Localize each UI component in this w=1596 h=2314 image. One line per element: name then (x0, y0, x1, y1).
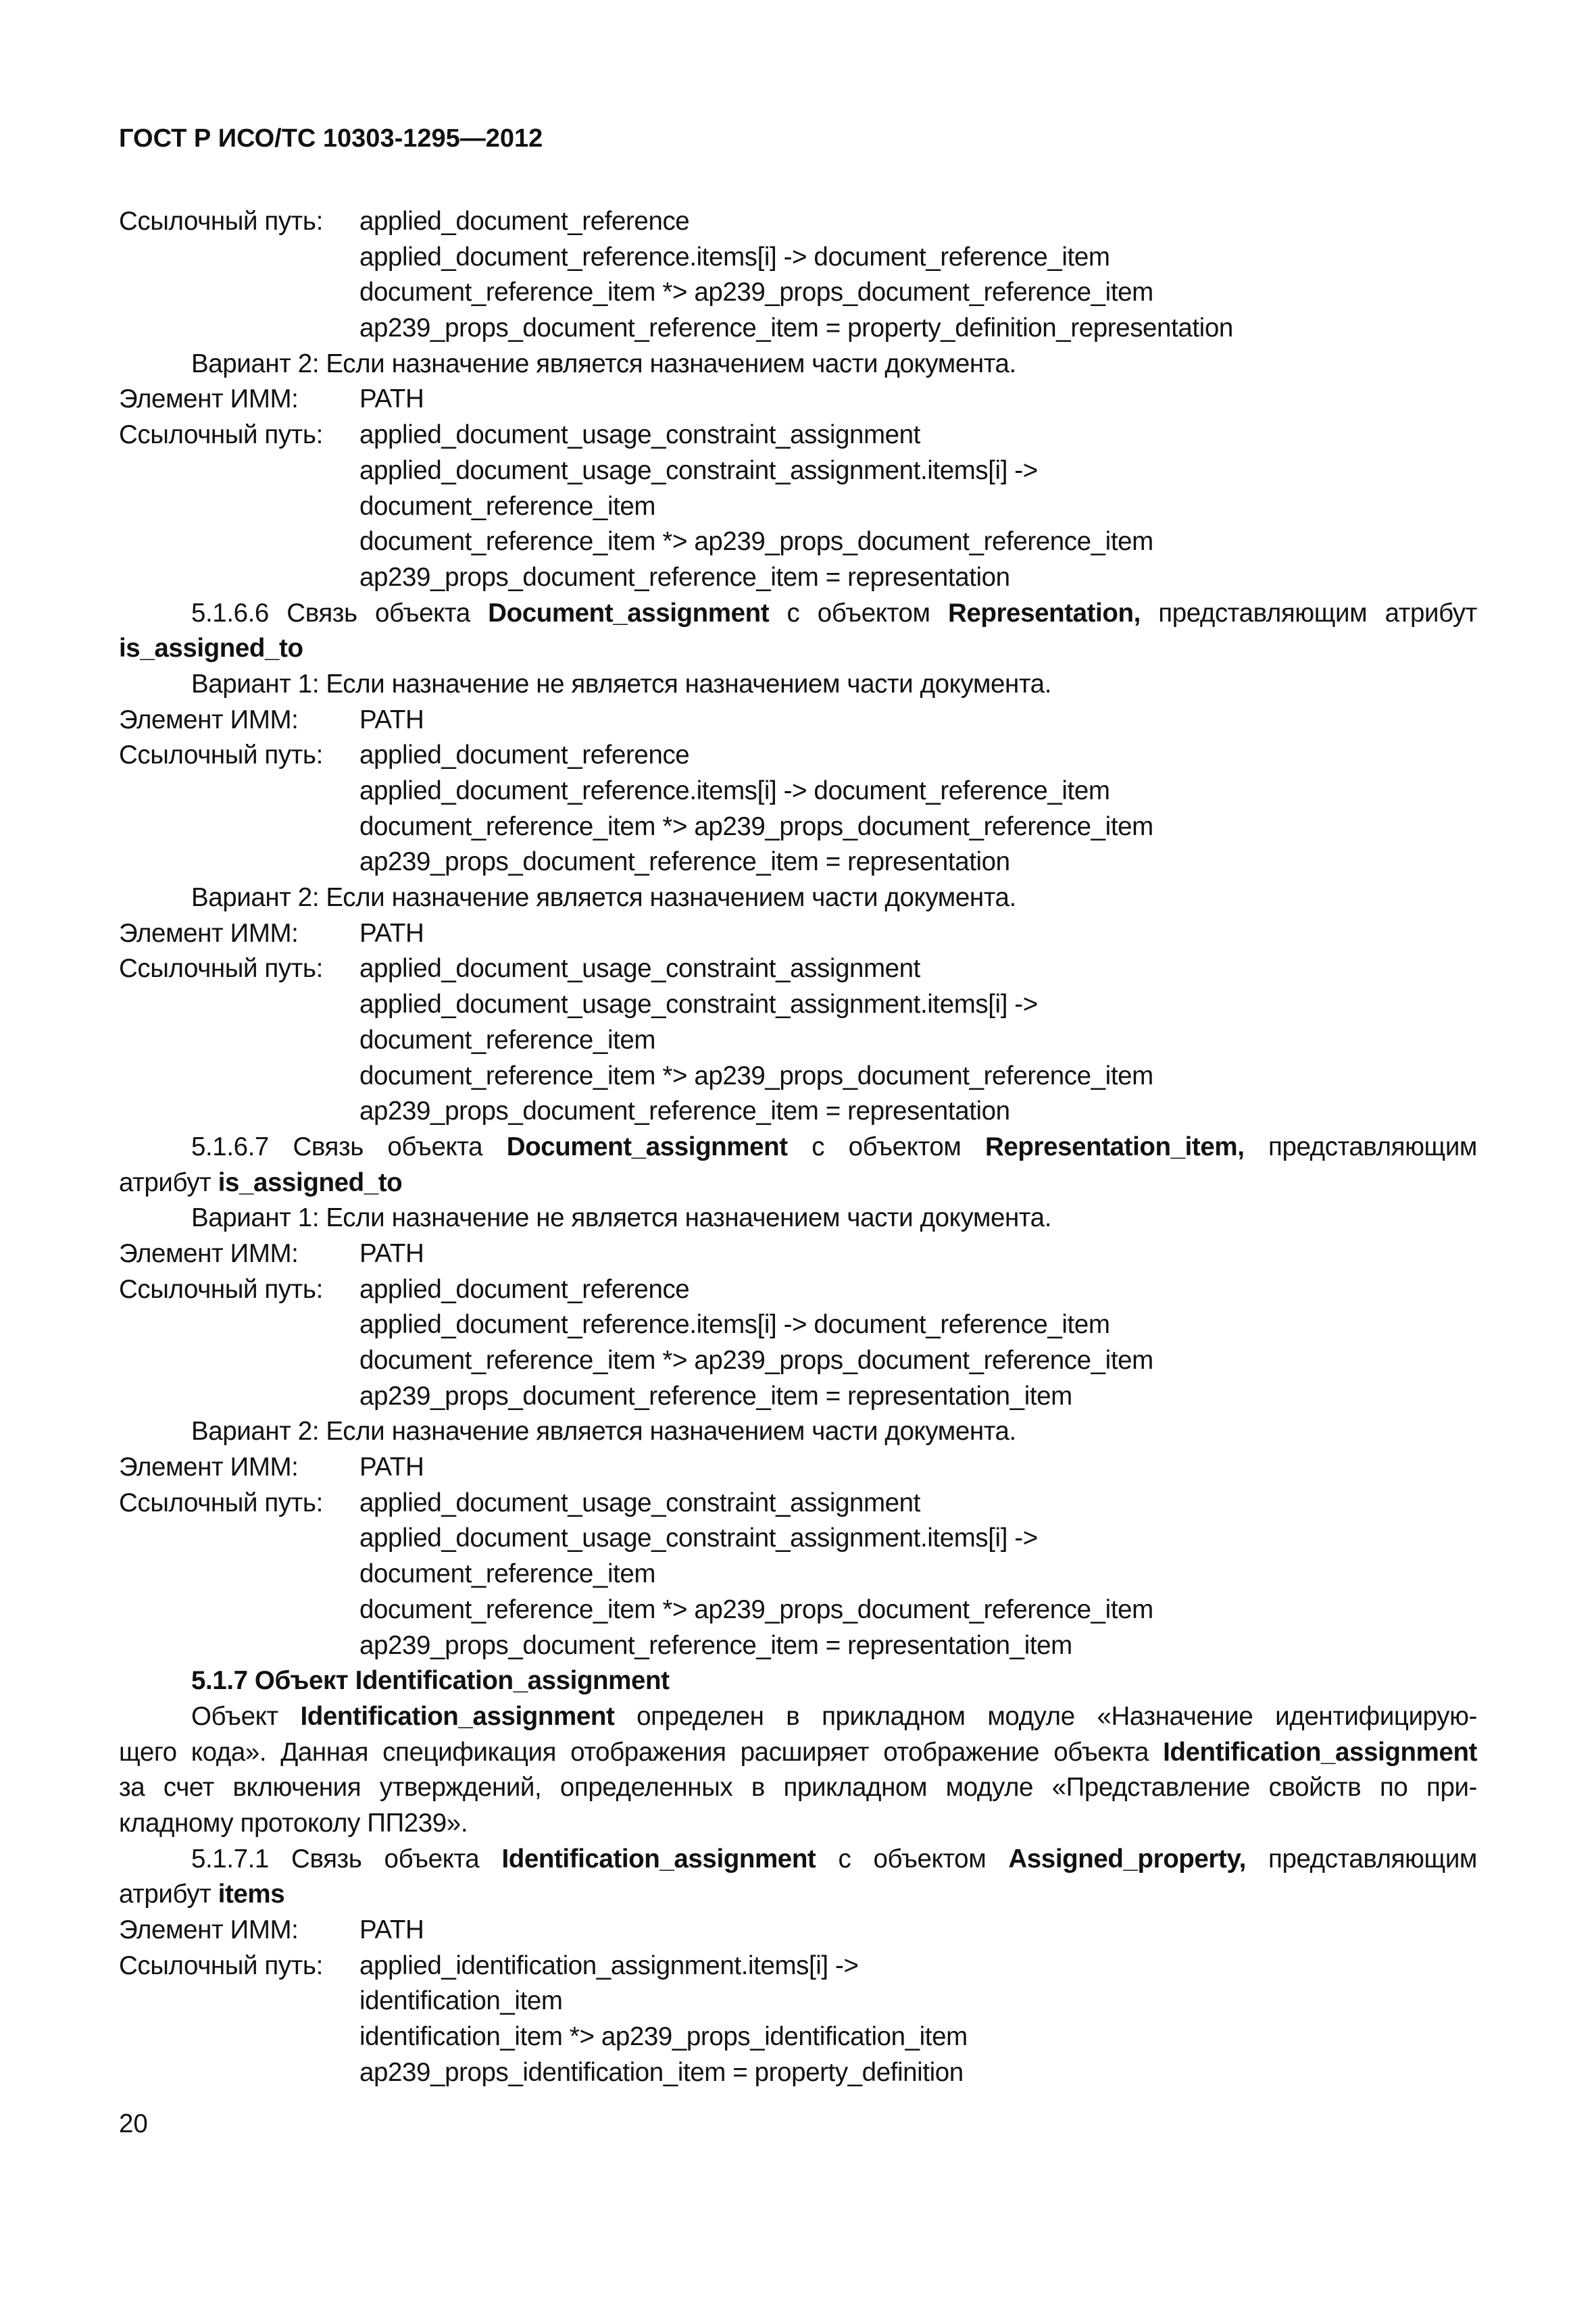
paragraph-line (119, 1699, 1477, 1735)
mapping-line: ap239_props_document_reference_item = representation_item (359, 1381, 1072, 1411)
mapping-line: applied_document_reference.items[i] -> document_reference_item (359, 1310, 1110, 1340)
ref-path-line (119, 738, 1477, 774)
heading-text: 5.1.6.6 Связь объекта (191, 598, 489, 628)
entity-name: Representation_item, (984, 1132, 1245, 1161)
mapping-line: ap239_props_document_reference_item = representation (359, 562, 1010, 592)
heading-text: представляющим атрибут (1140, 598, 1477, 628)
section-heading-5-1-7 (119, 1663, 1477, 1699)
mapping-line: document_reference_item *> ap239_props_document_reference_item (359, 527, 1153, 557)
mapping-line: document_reference_item (359, 491, 656, 521)
entity-name: Identification_assignment (1163, 1737, 1477, 1767)
section-heading-5-1-6-6 (119, 596, 1477, 632)
imm-line (119, 1450, 1477, 1486)
mapping-line: applied_document_reference.items[i] -> document_reference_item (359, 242, 1110, 272)
imm-line (119, 1236, 1477, 1272)
mapping-line: identification_item (359, 1986, 563, 2016)
ref-path-line (119, 951, 1477, 987)
mapping-value: applied_document_reference (359, 207, 690, 236)
imm-value: PATH (359, 1915, 424, 1944)
imm-label: Элемент ИММ: (119, 1453, 299, 1482)
section-heading-5-1-7-1 (119, 1842, 1477, 1878)
heading-text: 5.1.6.7 Связь объекта (191, 1132, 507, 1161)
entity-name: Identification_assignment (300, 1701, 615, 1731)
mapping-value: applied_identification_assignment.items[i] -> (359, 1951, 859, 1980)
imm-value: PATH (359, 1238, 424, 1268)
ref-path-label: Ссылочный путь: (119, 1274, 323, 1304)
attribute-line (119, 1877, 1477, 1913)
mapping-line: ap239_props_document_reference_item = representation (359, 847, 1010, 877)
mapping-line: ap239_props_document_reference_item = representation (359, 1097, 1010, 1126)
mapping-line: document_reference_item *> ap239_props_document_reference_item (359, 1346, 1153, 1375)
imm-value: PATH (359, 1453, 424, 1482)
ref-path-label: Ссылочный путь: (119, 740, 323, 770)
imm-label: Элемент ИММ: (119, 1915, 299, 1944)
heading-text: представляющим (1244, 1132, 1477, 1161)
imm-line (119, 916, 1477, 952)
mapping-line: ap239_props_identification_item = property_definition (359, 2057, 964, 2087)
mapping-line: applied_document_usage_constraint_assignment.items[i] -> (359, 990, 1038, 1020)
mapping-line: document_reference_item *> ap239_props_document_reference_item (359, 1594, 1153, 1624)
imm-label: Элемент ИММ: (119, 705, 299, 734)
mapping-line: ap239_props_document_reference_item = property_definition_representation (359, 313, 1233, 343)
heading-text: атрибут (119, 1880, 218, 1909)
ref-path-line (119, 1948, 1477, 1984)
heading-text: атрибут (119, 1167, 218, 1197)
imm-value: PATH (359, 705, 424, 734)
mapping-value: applied_document_reference (359, 740, 690, 770)
page-number: 20 (119, 2109, 148, 2138)
ref-path-line (119, 204, 1477, 240)
ref-path-line (119, 1272, 1477, 1308)
entity-name: Document_assignment (488, 598, 770, 628)
entity-name: Representation, (947, 598, 1141, 628)
mapping-line: document_reference_item *> ap239_props_document_reference_item (359, 811, 1153, 841)
paragraph-text: щего кода». Данная спецификация отображения расширяет отображение объекта (119, 1737, 1164, 1767)
imm-label: Элемент ИММ: (119, 1238, 299, 1268)
paragraph-text: определен в прикладном модуле «Назначение идентифицирую- (614, 1701, 1477, 1731)
document-body (119, 204, 1477, 2090)
heading-text: 5.1.7 Объект Identification_assignment (191, 1666, 670, 1696)
imm-value: PATH (359, 918, 424, 948)
mapping-line: identification_item *> ap239_props_identification_item (359, 2022, 968, 2052)
heading-text: с объектом (787, 1132, 985, 1161)
heading-text: представляющим (1245, 1844, 1477, 1873)
mapping-value: applied_document_usage_constraint_assignment (359, 420, 920, 450)
document-header: ГОСТ Р ИСО/ТС 10303-1295—2012 (119, 124, 543, 153)
paragraph-line: за счет включения утверждений, определенных в прикладном модуле «Представление свойств по при- (119, 1773, 1477, 1803)
ref-path-label: Ссылочный путь: (119, 1951, 323, 1980)
mapping-value: applied_document_reference (359, 1274, 690, 1304)
variant-line: Вариант 1: Если назначение не является назначением части документа. (191, 669, 1051, 699)
mapping-line: applied_document_usage_constraint_assignment.items[i] -> (359, 455, 1038, 485)
heading-text: с объектом (816, 1844, 1009, 1873)
mapping-line: document_reference_item (359, 1025, 656, 1055)
mapping-line: ap239_props_document_reference_item = representation_item (359, 1630, 1072, 1660)
imm-value: PATH (359, 384, 424, 414)
attribute-name: is_assigned_to (119, 634, 303, 663)
mapping-value: applied_document_usage_constraint_assignment (359, 954, 920, 984)
attribute-line (119, 1165, 1477, 1201)
attribute-name: items (218, 1880, 285, 1909)
entity-name: Assigned_property, (1008, 1844, 1246, 1873)
mapping-line: document_reference_item *> ap239_props_document_reference_item (359, 1061, 1153, 1090)
entity-name: Identification_assignment (501, 1844, 816, 1873)
variant-line: Вариант 2: Если назначение является назначением части документа. (191, 1417, 1016, 1447)
paragraph-line (119, 1735, 1477, 1771)
entity-name: Document_assignment (506, 1132, 788, 1161)
attribute-name: is_assigned_to (218, 1167, 403, 1197)
ref-path-line (119, 1486, 1477, 1521)
mapping-value: applied_document_usage_constraint_assignment (359, 1488, 920, 1517)
imm-label: Элемент ИММ: (119, 384, 299, 414)
ref-path-line (119, 418, 1477, 453)
variant-line: Вариант 1: Если назначение не является назначением части документа. (191, 1203, 1051, 1233)
variant-line: Вариант 2: Если назначение является назначением части документа. (191, 349, 1016, 378)
attribute-line (119, 631, 1477, 667)
ref-path-label: Ссылочный путь: (119, 207, 323, 236)
imm-line (119, 1913, 1477, 1948)
imm-line (119, 703, 1477, 738)
imm-line (119, 382, 1477, 418)
mapping-line: document_reference_item *> ap239_props_document_reference_item (359, 278, 1153, 307)
paragraph-line: кладному протоколу ПП239». (119, 1808, 468, 1838)
mapping-line: applied_document_reference.items[i] -> document_reference_item (359, 776, 1110, 805)
mapping-line: applied_document_usage_constraint_assignment.items[i] -> (359, 1524, 1038, 1553)
variant-line: Вариант 2: Если назначение является назначением части документа. (191, 883, 1016, 913)
ref-path-label: Ссылочный путь: (119, 954, 323, 984)
section-heading-5-1-6-7 (119, 1130, 1477, 1165)
imm-label: Элемент ИММ: (119, 918, 299, 948)
ref-path-label: Ссылочный путь: (119, 420, 323, 450)
mapping-line: document_reference_item (359, 1559, 656, 1589)
heading-text: 5.1.7.1 Связь объекта (191, 1844, 502, 1873)
heading-text: с объектом (769, 598, 948, 628)
ref-path-label: Ссылочный путь: (119, 1488, 323, 1517)
paragraph-text: Объект (191, 1701, 301, 1731)
